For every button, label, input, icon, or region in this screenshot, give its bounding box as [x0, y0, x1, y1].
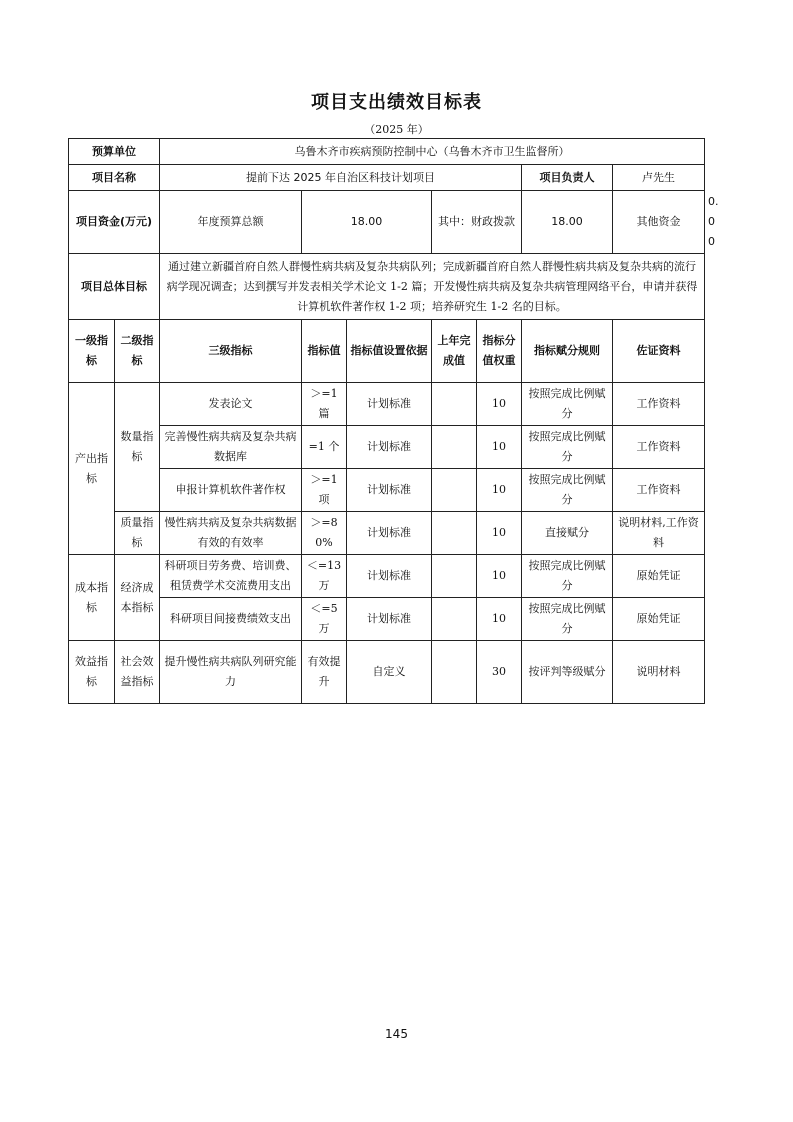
- cell-evidence: 工作资料: [613, 383, 705, 426]
- group-benefit: 效益指标: [69, 641, 115, 704]
- cell-rule: 直接赋分: [522, 512, 613, 555]
- performance-table: [68, 138, 719, 704]
- annual-budget-label: 年度预算总额: [160, 191, 302, 254]
- document-year: （2025 年）: [364, 123, 429, 136]
- cell-rule: 按照完成比例赋分: [522, 555, 613, 598]
- cell-value: ＞=80%: [302, 512, 347, 555]
- annual-budget-value: 18.00: [302, 191, 432, 254]
- cell-weight: 10: [477, 426, 522, 469]
- cell-rule: 按照完成比例赋分: [522, 383, 613, 426]
- header-weight: 指标分值权重: [477, 320, 522, 383]
- group-quantity: 数量指标: [115, 383, 160, 512]
- header-level1: 一级指标: [69, 320, 115, 383]
- table-row: [69, 512, 705, 555]
- table-row: [69, 383, 705, 426]
- cell-level3: 科研项目间接费绩效支出: [160, 598, 302, 641]
- cell-basis: 计划标准: [347, 426, 432, 469]
- project-fund-row: 项目资金(万元) 年度预算总额 18.00 其中：财政拨款 18.00 其他资金 0.00: [69, 191, 705, 254]
- project-goal-text: 通过建立新疆首府自然人群慢性病共病及复杂共病队列；完成新疆首府自然人群慢性病共病及复杂共病的流行病学现况调查；达到撰写并发表相关学术论文 1-2 篇；开发慢性病共病及复杂共病管理网络平台，申请并获得计算机软件著作权 1-2 项；培养研究生 1-2 名的目标。: [160, 254, 705, 320]
- cell-basis: 计划标准: [347, 598, 432, 641]
- cell-rule: 按照完成比例赋分: [522, 598, 613, 641]
- cell-evidence: 工作资料: [613, 469, 705, 512]
- table-row: [69, 641, 705, 704]
- cell-value: ＞=1 项: [302, 469, 347, 512]
- cell-basis: 计划标准: [347, 555, 432, 598]
- cell-evidence: 说明材料,工作资料: [613, 512, 705, 555]
- header-level3: 三级指标: [160, 320, 302, 383]
- cell-evidence: 工作资料: [613, 426, 705, 469]
- table-row: [69, 598, 705, 641]
- cell-last-year: [432, 383, 477, 426]
- cell-level3: 申报计算机软件著作权: [160, 469, 302, 512]
- project-fund-label: 项目资金(万元): [69, 191, 160, 254]
- cell-level3: 慢性病共病及复杂共病数据有效的有效率: [160, 512, 302, 555]
- document-title: 项目支出绩效目标表: [311, 92, 482, 113]
- cell-last-year: [432, 598, 477, 641]
- cell-basis: 计划标准: [347, 383, 432, 426]
- group-output: 产出指标: [69, 383, 115, 555]
- cell-level3: 提升慢性病共病队列研究能力: [160, 641, 302, 704]
- cell-basis: 计划标准: [347, 512, 432, 555]
- project-goal-row: [69, 254, 705, 320]
- cell-level3: 科研项目劳务费、培训费、租赁费学术交流费用支出: [160, 555, 302, 598]
- page-number: 145: [385, 1027, 408, 1041]
- cell-rule: 按照完成比例赋分: [522, 426, 613, 469]
- cell-weight: 10: [477, 383, 522, 426]
- header-rule: 指标赋分规则: [522, 320, 613, 383]
- table-row: [69, 426, 705, 469]
- cell-weight: 10: [477, 469, 522, 512]
- cell-evidence: 原始凭证: [613, 555, 705, 598]
- other-fund-label: 其他资金: [613, 191, 705, 254]
- cell-value: ＞=1 篇: [302, 383, 347, 426]
- cell-level3: 完善慢性病共病及复杂共病数据库: [160, 426, 302, 469]
- cell-value: ＜=5 万: [302, 598, 347, 641]
- budget-unit-label: 预算单位: [69, 139, 160, 165]
- cell-evidence: 原始凭证: [613, 598, 705, 641]
- table-row: [69, 469, 705, 512]
- budget-unit-value: 乌鲁木齐市疾病预防控制中心（乌鲁木齐市卫生监督所）: [160, 139, 705, 165]
- cell-value: =1 个: [302, 426, 347, 469]
- cell-rule: 按评判等级赋分: [522, 641, 613, 704]
- cell-value: 有效提升: [302, 641, 347, 704]
- header-level2: 二级指标: [115, 320, 160, 383]
- header-value: 指标值: [302, 320, 347, 383]
- cell-last-year: [432, 469, 477, 512]
- cell-last-year: [432, 512, 477, 555]
- header-basis: 指标值设置依据: [347, 320, 432, 383]
- cell-weight: 30: [477, 641, 522, 704]
- group-economic-cost: 经济成本指标: [115, 555, 160, 641]
- cell-basis: 自定义: [347, 641, 432, 704]
- project-name-row: [69, 165, 705, 191]
- budget-unit-row: [69, 139, 705, 165]
- cell-evidence: 说明材料: [613, 641, 705, 704]
- group-quality: 质量指标: [115, 512, 160, 555]
- project-name-label: 项目名称: [69, 165, 160, 191]
- fiscal-fund-label: 其中：财政拨款: [432, 191, 522, 254]
- cell-weight: 10: [477, 555, 522, 598]
- table-row: [69, 555, 705, 598]
- cell-level3: 发表论文: [160, 383, 302, 426]
- group-social-benefit: 社会效益指标: [115, 641, 160, 704]
- project-owner-label: 项目负责人: [522, 165, 613, 191]
- project-name-value: 提前下达 2025 年自治区科技计划项目: [160, 165, 522, 191]
- cell-basis: 计划标准: [347, 469, 432, 512]
- cell-weight: 10: [477, 512, 522, 555]
- cell-weight: 10: [477, 598, 522, 641]
- project-goal-label: 项目总体目标: [69, 254, 160, 320]
- group-cost: 成本指标: [69, 555, 115, 641]
- cell-value: ＜=13 万: [302, 555, 347, 598]
- cell-last-year: [432, 426, 477, 469]
- project-owner-value: 卢先生: [613, 165, 705, 191]
- cell-last-year: [432, 641, 477, 704]
- indicator-header-row: [69, 320, 705, 383]
- cell-last-year: [432, 555, 477, 598]
- cell-rule: 按照完成比例赋分: [522, 469, 613, 512]
- header-evidence: 佐证资料: [613, 320, 705, 383]
- header-last-year: 上年完成值: [432, 320, 477, 383]
- fiscal-fund-value: 18.00: [522, 191, 613, 254]
